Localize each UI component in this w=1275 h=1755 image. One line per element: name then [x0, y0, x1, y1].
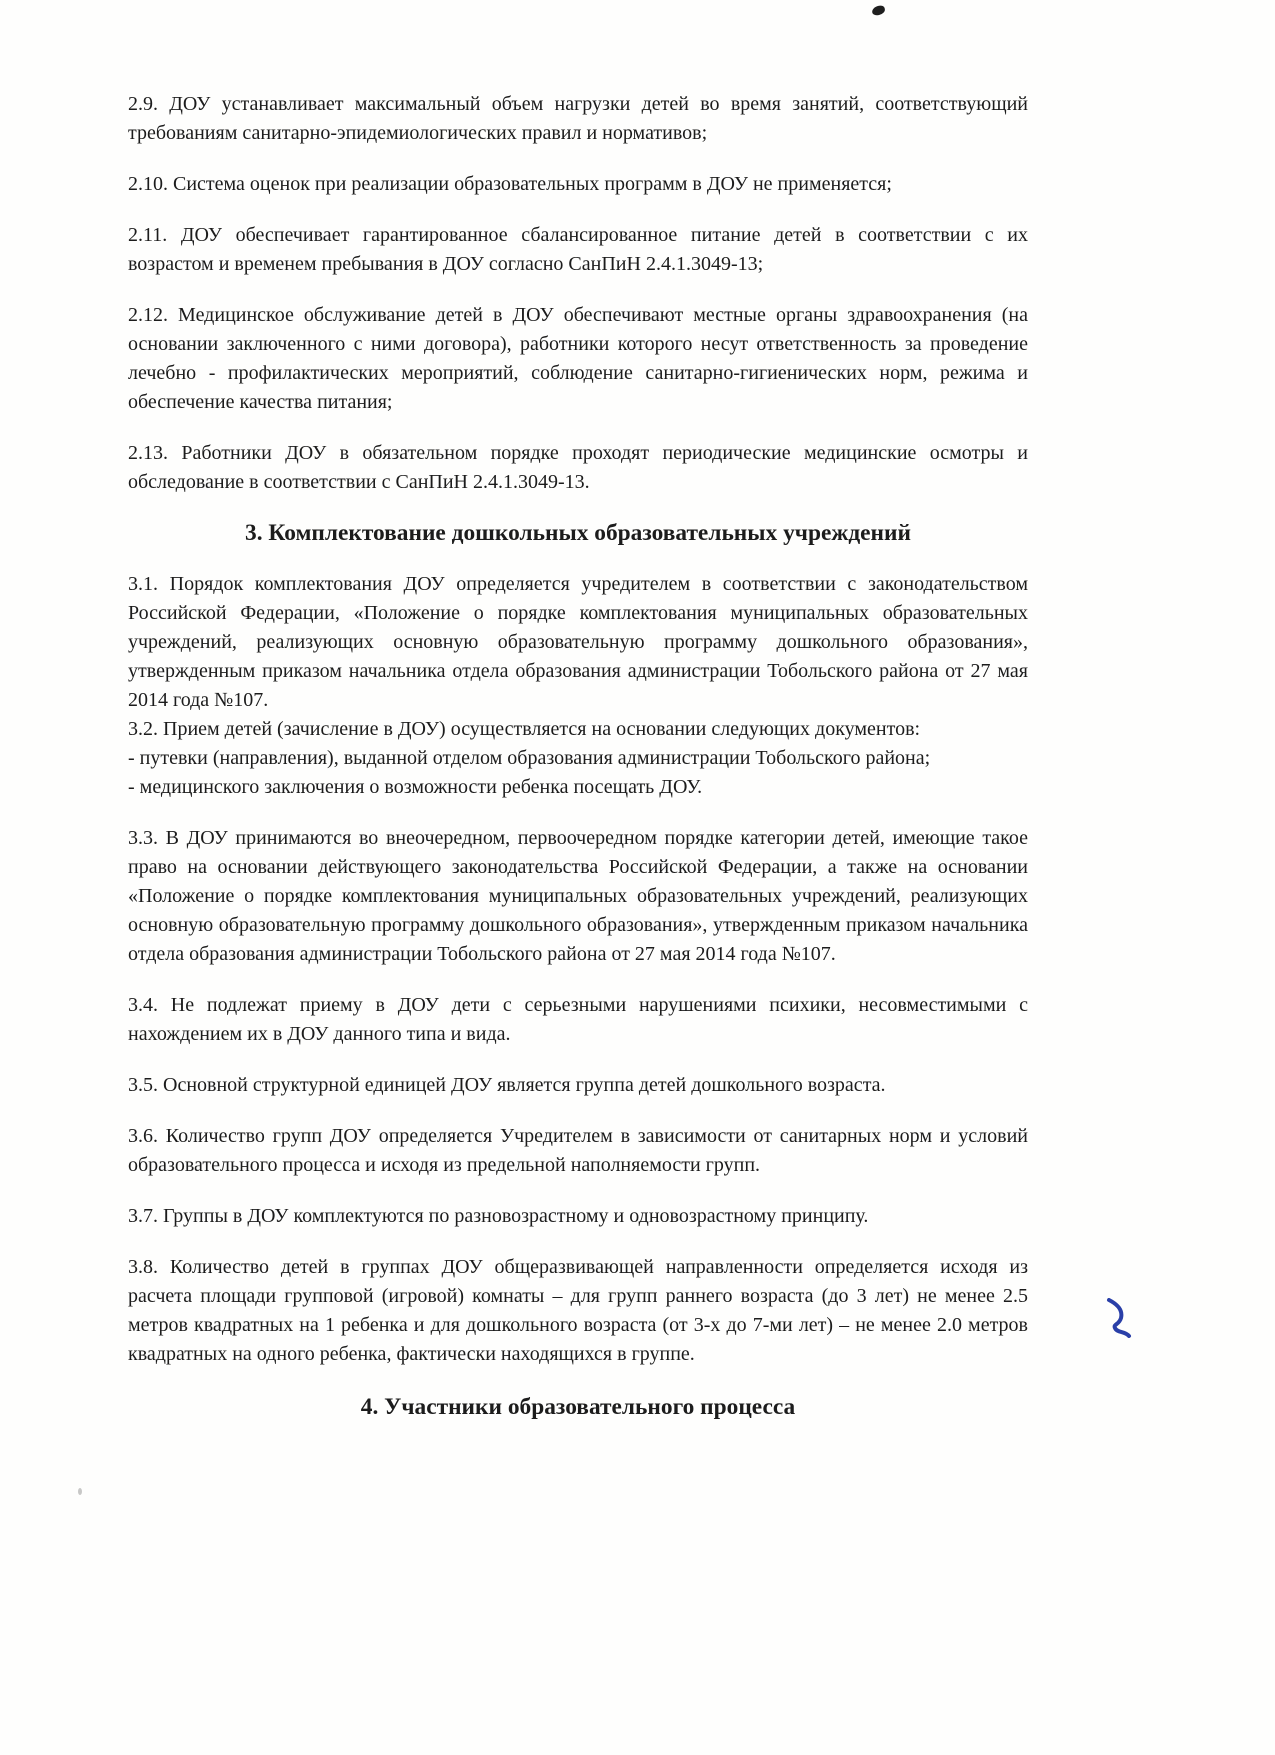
paragraph-3-6: 3.6. Количество групп ДОУ определяется Учредителем в зависимости от санитарных норм и условий образовательного процесса и исходя из предельной наполняемости групп.	[128, 1125, 1028, 1176]
blue-ink-mark-icon	[1103, 1298, 1133, 1338]
paragraph-3-3: 3.3. В ДОУ принимаются во внеочередном, первоочередном порядке категории детей, имеющие такое право на основании действующего законодательства Российской Федерации, а также на основании «Положение о порядке комплектования муниципальных образовательных учреждений, реализующих основную образовательную программу дошкольного образования», утвержденным приказом начальника отдела образования администрации Тобольского района от 27 мая 2014 года №107.	[128, 827, 1028, 965]
paragraph-3-8: 3.8. Количество детей в группах ДОУ общеразвивающей направленности определяется исходя из расчета площади групповой (игровой) комнаты – для групп раннего возраста (до 3 лет) не менее 2.5 метров квадратных на 1 ребенка и для дошкольного возраста (от 3-х до 7-ми лет) – не менее 2.0 метров квадратных на одного ребенка, фактически находящихся в группе.	[128, 1256, 1028, 1365]
list-item-putevka: - путевки (направления), выданной отделом образования администрации Тобольского района;	[128, 747, 931, 769]
paragraph-3-7: 3.7. Группы в ДОУ комплектуются по разновозрастному и одновозрастному принципу.	[128, 1205, 869, 1227]
paragraph-3-1: 3.1. Порядок комплектования ДОУ определяется учредителем в соответствии с законодательством Российской Федерации, «Положение о порядке комплектования муниципальных образовательных учреждений, реализующих основную образовательную программу дошкольного образования», утвержденным приказом начальника отдела образования администрации Тобольского района от 27 мая 2014 года №107.	[128, 573, 1028, 711]
paragraph-2-13: 2.13. Работники ДОУ в обязательном порядке проходят периодические медицинские осмотры и обследование в соответствии с СанПиН 2.4.1.3049-13.	[128, 442, 1028, 493]
paragraph-3-5: 3.5. Основной структурной единицей ДОУ является группа детей дошкольного возраста.	[128, 1074, 886, 1096]
section-heading-4: 4. Участники образовательного процесса	[360, 1394, 796, 1420]
scan-speck-top	[871, 5, 886, 17]
paragraph-2-11: 2.11. ДОУ обеспечивает гарантированное сбалансированное питание детей в соответствии с их возрастом и временем пребывания в ДОУ согласно СанПиН 2.4.1.3049-13;	[128, 224, 1028, 275]
paragraph-2-12: 2.12. Медицинское обслуживание детей в ДОУ обеспечивают местные органы здравоохранения (на основании заключенного с ними договора), работники которого несут ответственность за проведение лечебно - профилактических мероприятий, соблюдение санитарно-гигиенических норм, режима и обеспечение качества питания;	[128, 304, 1028, 413]
list-item-medical: - медицинского заключения о возможности ребенка посещать ДОУ.	[128, 776, 703, 798]
paragraph-2-9: 2.9. ДОУ устанавливает максимальный объем нагрузки детей во время занятий, соответствующий требованиям санитарно-эпидемиологических правил и нормативов;	[128, 93, 1028, 144]
document-body	[128, 90, 1028, 1422]
paragraph-3-4: 3.4. Не подлежат приему в ДОУ дети с серьезными нарушениями психики, несовместимыми с нахождением их в ДОУ данного типа и вида.	[128, 994, 1028, 1045]
paragraph-2-10: 2.10. Система оценок при реализации образовательных программ в ДОУ не применяется;	[128, 173, 892, 195]
scan-speck-bottom	[78, 1488, 82, 1495]
paragraph-3-2: 3.2. Прием детей (зачисление в ДОУ) осуществляется на основании следующих документов:	[128, 718, 921, 740]
section-heading-3: 3. Комплектование дошкольных образовательных учреждений	[245, 520, 911, 546]
